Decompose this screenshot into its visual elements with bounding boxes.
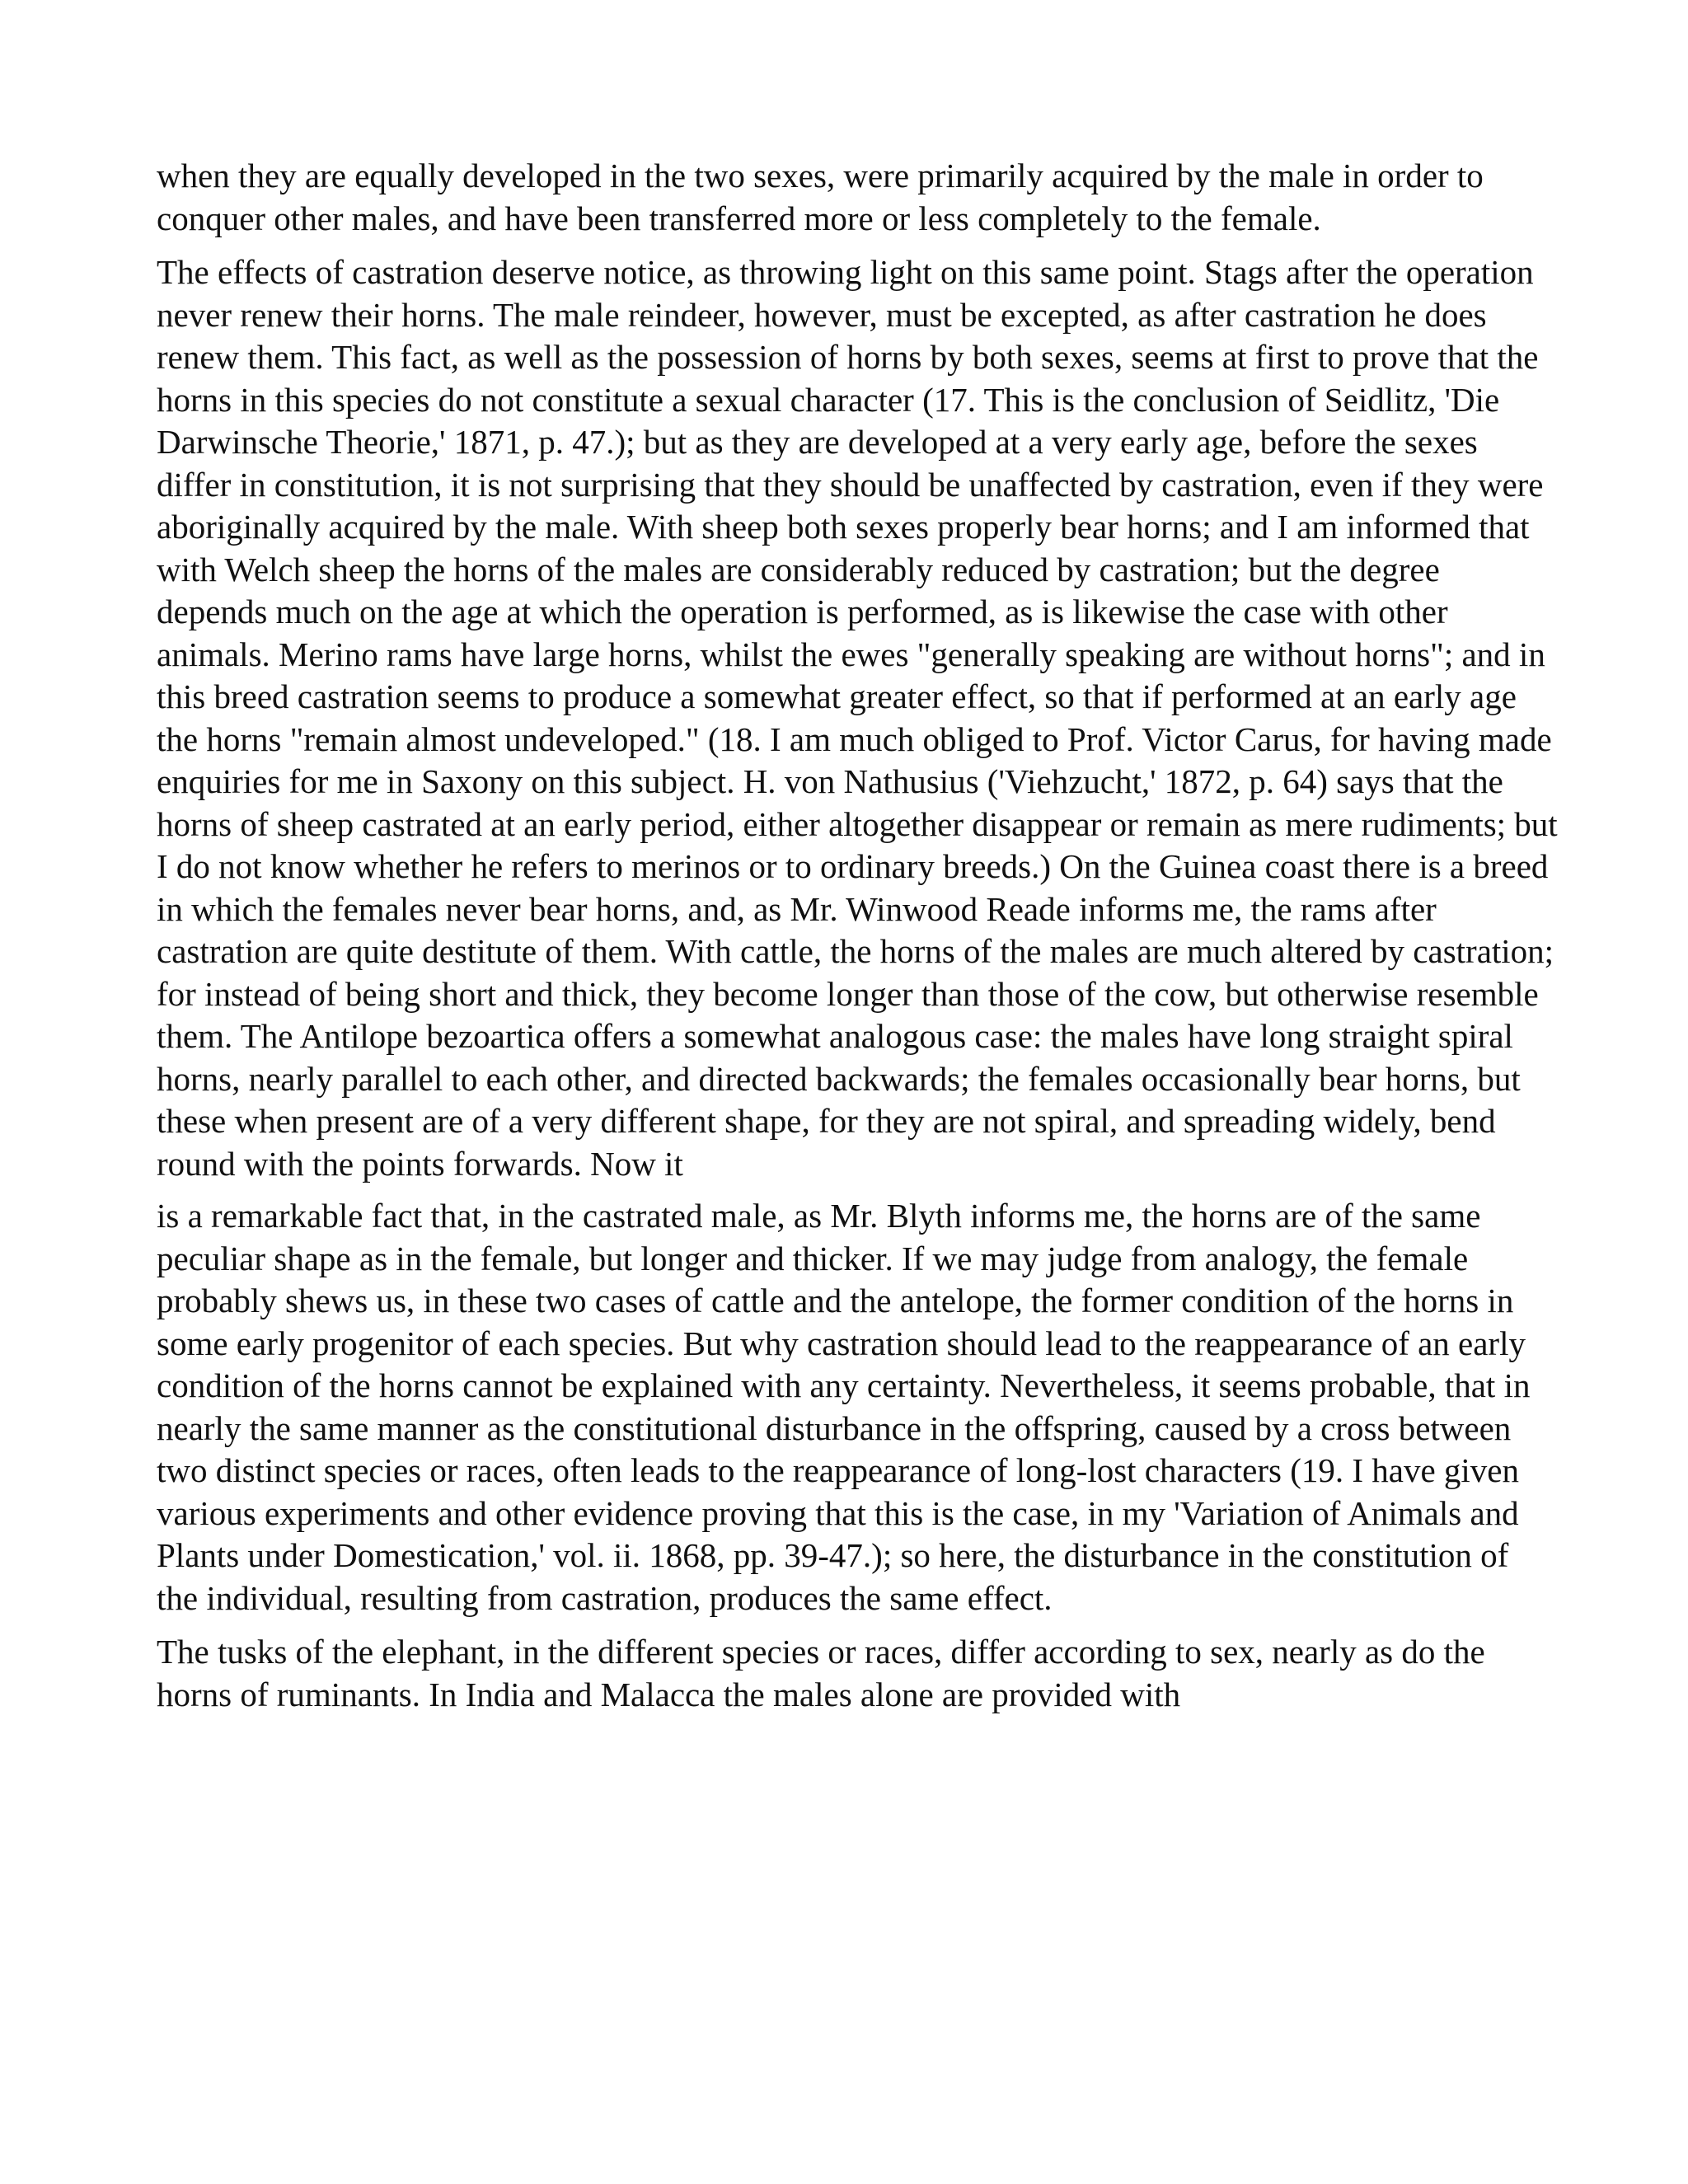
text-column: [157, 155, 1558, 1716]
paragraph-4: The tusks of the elephant, in the different species or races, differ according to sex, nearly as do the horns of ruminants. In India and Malacca the males alone are provided with: [157, 1633, 1485, 1713]
paragraph-3: is a remarkable fact that, in the castrated male, as Mr. Blyth informs me, the horns are of the same peculiar shape as in the female, but longer and thicker. If we may judge from analogy, the female probably shews us, in these two cases of cattle and the antelope, the former condition of the horns in some early progenitor of each species. But why castration should lead to the reappearance of an early condition of the horns cannot be explained with any certainty. Nevertheless, it seems probable, that in nearly the same manner as the constitutional disturbance in the offspring, caused by a cross between two distinct species or races, often leads to the reappearance of long-lost characters (19. I have given various experiments and other evidence proving that this is the case, in my 'Variation of Animals and Plants under Domestication,' vol. ii. 1868, pp. 39-47.); so here, the disturbance in the constitution of the individual, resulting from castration, produces the same effect.: [157, 1197, 1531, 1617]
paragraph-2: The effects of castration deserve notice, as throwing light on this same point. Stags after the operation never renew their horns. The male reindeer, however, must be excepted, as after castration he does renew them. This fact, as well as the possession of horns by both sexes, seems at first to prove that the horns in this species do not constitute a sexual character (17. This is the conclusion of Seidlitz, 'Die Darwinsche Theorie,' 1871, p. 47.); but as they are developed at a very early age, before the sexes differ in constitution, it is not surprising that they should be unaffected by castration, even if they were aboriginally acquired by the male. With sheep both sexes properly bear horns; and I am informed that with Welch sheep the horns of the males are considerably reduced by castration; but the degree depends much on the age at which the operation is performed, as is likewise the case with other animals. Merino rams have large horns, whilst the ewes "generally speaking are without horns"; and in this breed castration seems to produce a somewhat greater effect, so that if performed at an early age the horns "remain almost undeveloped." (18. I am much obliged to Prof. Victor Carus, for having made enquiries for me in Saxony on this subject. H. von Nathusius ('Viehzucht,' 1872, p. 64) says that the horns of sheep castrated at an early period, either altogether disappear or remain as mere rudiments; but I do not know whether he refers to merinos or to ordinary breeds.) On the Guinea coast there is a breed in which the females never bear horns, and, as Mr. Winwood Reade informs me, the rams after castration are quite destitute of them. With cattle, the horns of the males are much altered by castration; for instead of being short and thick, they become longer than those of the cow, but otherwise resemble them. The Antilope bezoartica offers a somewhat analogous case: the males have long straight spiral horns, nearly parallel to each other, and directed backwards; the females occasionally bear horns, but these when present are of a very different shape, for they are not spiral, and spreading widely, bend round with the points forwards. Now it: [157, 253, 1558, 1183]
paragraph-1: when they are equally developed in the two sexes, were primarily acquired by the male in order to conquer other males, and have been transferred more or less completely to the female.: [157, 157, 1484, 237]
